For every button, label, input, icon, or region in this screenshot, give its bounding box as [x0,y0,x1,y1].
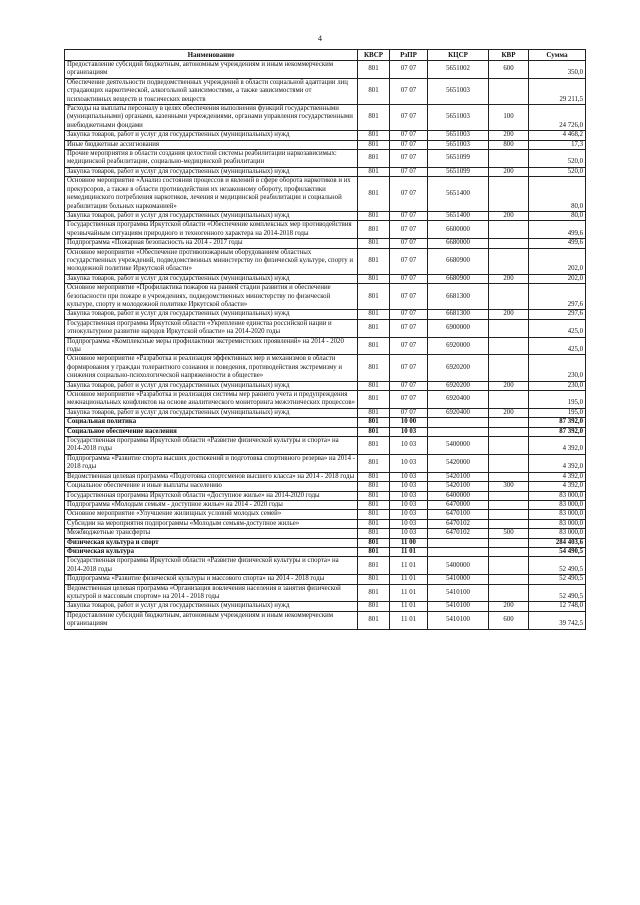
cell-rzpr: 07 07 [390,211,428,220]
cell-kvr: 600 [489,61,529,79]
cell-kvr: 800 [489,140,529,149]
table-row [65,602,586,611]
cell-name: Основное мероприятие «Анализ состояния процессов и явлений в сфере оборота наркотиков и их прекурсоров, а также в области противодействия их незаконному обороту, профилактики немедицинского потребления наркотиков, лечения и медицинской реабилитации и социальной реабилитации больных наркоманией» [65,177,358,212]
table-row [65,472,586,481]
cell-name: Социальное обеспечение и иные выплаты населению [65,482,358,491]
cell-name: Основное мероприятие «Профилактика пожаров на ранней стадии развития и обеспечение безопасности при пожаре в учреждениях, подведомственных министерству по физической культуре, спорту и молодежной политике Иркутской области» [65,284,358,310]
cell-sum: 83 000,0 [529,510,586,519]
cell-rzpr: 07 07 [390,131,428,140]
cell-name: Иные бюджетные ассигнования [65,140,358,149]
cell-name: Государственная программа Иркутской области «Развитие физической культуры и спорта» на 2014-2018 годы [65,437,358,455]
cell-sum: 297,6 [529,310,586,319]
table-row [65,611,586,629]
table-row [65,557,586,575]
cell-kvsr: 801 [358,211,390,220]
cell-name: Основное мероприятие «Улучшение жилищных условий молодых семей» [65,510,358,519]
cell-kvr: 200 [489,310,529,319]
cell-kcsr: 6600000 [428,221,489,239]
cell-kcsr: 6400000 [428,491,489,500]
cell-sum: 284 403,6 [529,538,586,547]
cell-kcsr: 5651099 [428,167,489,176]
cell-sum: 520,0 [529,167,586,176]
cell-sum: 425,0 [529,319,586,337]
cell-kcsr: 5651099 [428,150,489,168]
cell-kvsr: 801 [358,538,390,547]
cell-name: Государственная программа Иркутской области «Обеспечение комплексных мер противодействия чрезвычайным ситуациям природного и техногенного характера на 2014-2018 годы [65,221,358,239]
cell-sum: 80,0 [529,177,586,212]
cell-kvr [489,437,529,455]
cell-kcsr: 5651400 [428,177,489,212]
cell-rzpr: 07 07 [390,239,428,248]
cell-kvsr: 801 [358,140,390,149]
cell-name: Закупка товаров, работ и услуг для государственных (муниципальных) нужд [65,381,358,390]
table-row [65,575,586,584]
cell-kvr [489,491,529,500]
cell-rzpr: 10 03 [390,482,428,491]
budget-table [64,49,586,630]
cell-kcsr [428,547,489,556]
cell-name: Ведомственная целевая программа «Подготовка спортсменов высшего класса» на 2014 - 2018 годы [65,472,358,481]
cell-kvsr: 801 [358,482,390,491]
cell-name: Основное мероприятие «Разработка и реализация эффективных мер и механизмов в области формирования у граждан толерантного сознания и поведения, противодействия экстремизму и снижения социально-психологической напряженности в обществе» [65,355,358,381]
cell-kcsr: 6470100 [428,510,489,519]
cell-kcsr: 5410000 [428,575,489,584]
cell-name: Закупка товаров, работ и услуг для государственных (муниципальных) нужд [65,131,358,140]
cell-sum: 12 748,0 [529,602,586,611]
cell-sum: 83 000,0 [529,491,586,500]
cell-rzpr: 10 03 [390,454,428,472]
cell-kcsr: 6681300 [428,310,489,319]
cell-kvr [489,472,529,481]
cell-kcsr: 5400000 [428,437,489,455]
cell-kvr [489,221,529,239]
cell-kvr [489,150,529,168]
cell-name: Субсидии на мероприятия подпрограммы «Молодым семьям-доступное жилье» [65,519,358,528]
cell-kcsr: 5410100 [428,584,489,602]
cell-sum: 4 392,0 [529,454,586,472]
cell-kvsr: 801 [358,437,390,455]
cell-kvsr: 801 [358,408,390,417]
cell-name: Государственная программа Иркутской области «Доступное жилье» на 2014-2020 годы [65,491,358,500]
cell-kvr [489,454,529,472]
cell-name: Закупка товаров, работ и услуг для государственных (муниципальных) нужд [65,602,358,611]
cell-name: Предоставление субсидий бюджетным, автономным учреждениям и иным некоммерческим организациям [65,61,358,79]
cell-sum: 195,0 [529,408,586,417]
cell-name: Государственная программа Иркутской области «Развитие физической культуры и спорта» на 2014-2018 годы [65,557,358,575]
cell-rzpr: 07 07 [390,105,428,131]
table-row [65,150,586,168]
cell-rzpr: 07 07 [390,310,428,319]
cell-kvsr: 801 [358,221,390,239]
cell-kcsr: 6680000 [428,239,489,248]
cell-kvsr: 801 [358,310,390,319]
cell-kcsr: 6920000 [428,337,489,355]
cell-kvr [489,239,529,248]
cell-kvsr: 801 [358,177,390,212]
cell-kvr: 200 [489,211,529,220]
cell-kcsr: 6920400 [428,408,489,417]
cell-rzpr: 10 03 [390,519,428,528]
cell-name: Физическая культура и спорт [65,538,358,547]
cell-rzpr: 10 03 [390,529,428,538]
cell-kvr [489,538,529,547]
table-row [65,211,586,220]
cell-kvr [489,248,529,274]
cell-kvsr: 801 [358,274,390,283]
cell-kvsr: 801 [358,61,390,79]
cell-kvsr: 801 [358,427,390,436]
column-header-sum: Сумма [529,50,586,61]
cell-kcsr: 6680900 [428,248,489,274]
cell-rzpr: 07 07 [390,150,428,168]
cell-kvsr: 801 [358,519,390,528]
cell-kcsr: 5651400 [428,211,489,220]
cell-rzpr: 07 07 [390,221,428,239]
cell-kcsr: 5410100 [428,602,489,611]
cell-sum: 202,0 [529,274,586,283]
cell-kcsr: 6470000 [428,500,489,509]
cell-kvsr: 801 [358,557,390,575]
cell-kvr [489,519,529,528]
cell-sum: 80,0 [529,211,586,220]
cell-rzpr: 11 01 [390,557,428,575]
cell-kvsr: 801 [358,547,390,556]
cell-kvr [489,575,529,584]
cell-sum: 425,0 [529,337,586,355]
cell-rzpr: 07 07 [390,177,428,212]
table-row [65,167,586,176]
cell-kvr: 200 [489,602,529,611]
table-row [65,529,586,538]
cell-sum: 87 392,0 [529,427,586,436]
cell-kvr [489,319,529,337]
cell-sum: 83 000,0 [529,500,586,509]
cell-kvr [489,557,529,575]
cell-kvsr: 801 [358,529,390,538]
cell-name: Подпрограмма «Пожарная безопасность на 2014 - 2017 годы [65,239,358,248]
cell-kvsr: 801 [358,454,390,472]
cell-sum: 52 490,5 [529,584,586,602]
cell-rzpr: 10 03 [390,510,428,519]
table-row [65,140,586,149]
cell-rzpr: 10 03 [390,437,428,455]
table-row [65,391,586,409]
cell-name: Подпрограмма «Комплексные меры профилактики экстремистских проявлений» на 2014 - 2020 годы [65,337,358,355]
cell-rzpr: 10 03 [390,472,428,481]
cell-kvsr: 801 [358,78,390,104]
cell-sum: 230,0 [529,355,586,381]
cell-kvsr: 801 [358,167,390,176]
cell-rzpr: 10 03 [390,427,428,436]
cell-name: Подпрограмма «Развитие физической культуры и массового спорта» на 2014 - 2018 годы [65,575,358,584]
cell-kvsr: 801 [358,584,390,602]
cell-kvsr: 801 [358,239,390,248]
cell-name: Предоставление субсидий бюджетным, автономным учреждениям и иным некоммерческим организациям [65,611,358,629]
table-row [65,519,586,528]
table-row [65,547,586,556]
table-row [65,177,586,212]
table-header-row [65,50,586,61]
cell-kcsr: 6681300 [428,284,489,310]
cell-name: Закупка товаров, работ и услуг для государственных (муниципальных) нужд [65,211,358,220]
cell-kvr: 200 [489,408,529,417]
cell-sum: 195,0 [529,391,586,409]
cell-rzpr: 07 07 [390,284,428,310]
table-row [65,131,586,140]
cell-name: Расходы на выплаты персоналу в целях обеспечения выполнения функций государственными (муниципальными) органами, казенными учреждениями, органами управления государственными внебюджетными фондами [65,105,358,131]
cell-kvr [489,284,529,310]
cell-name: Государственная программа Иркутской области «Укрепление единства российской нации и этнокультурное развитие народов Иркутской области» на 2014-2020 годы [65,319,358,337]
table-row [65,482,586,491]
cell-sum: 83 000,0 [529,529,586,538]
cell-kvsr: 801 [358,510,390,519]
cell-kcsr: 5410100 [428,611,489,629]
cell-name: Межбюджетные трансферты [65,529,358,538]
cell-rzpr: 07 07 [390,337,428,355]
cell-kvr: 600 [489,611,529,629]
table-row [65,248,586,274]
cell-kvr [489,500,529,509]
table-row [65,355,586,381]
cell-kcsr: 5420100 [428,482,489,491]
cell-kvsr: 801 [358,248,390,274]
cell-kvsr: 801 [358,391,390,409]
cell-kvr [489,78,529,104]
cell-kcsr [428,418,489,427]
cell-kcsr [428,427,489,436]
cell-sum: 297,6 [529,284,586,310]
cell-sum: 350,0 [529,61,586,79]
cell-sum: 4 468,2 [529,131,586,140]
cell-rzpr: 07 07 [390,355,428,381]
table-row [65,427,586,436]
cell-kcsr: 5651003 [428,105,489,131]
cell-rzpr: 10 03 [390,491,428,500]
table-row [65,274,586,283]
column-header-kvr: КВР [489,50,529,61]
cell-name: Ведомственная целевая программа «Организация вовлечения населения в занятия физической культурой и массовым спортом» на 2014 - 2018 годы [65,584,358,602]
cell-sum: 24 726,0 [529,105,586,131]
cell-sum: 17,3 [529,140,586,149]
cell-name: Основное мероприятие «Обеспечение противопожарным оборудованием областных государственных учреждений, подведомственных министерству по физической культуре, спорту и молодежной политике Иркутской области» [65,248,358,274]
cell-name: Физическая культура [65,547,358,556]
cell-kvr [489,391,529,409]
table-row [65,319,586,337]
table-row [65,78,586,104]
table-row [65,500,586,509]
cell-kvsr: 801 [358,575,390,584]
column-header-kvsr: КВСР [358,50,390,61]
cell-kvr [489,584,529,602]
cell-sum: 54 490,5 [529,547,586,556]
cell-name: Социальная политика [65,418,358,427]
cell-kvr: 300 [489,482,529,491]
cell-kvsr: 801 [358,284,390,310]
cell-sum: 4 392,0 [529,472,586,481]
cell-kcsr: 5651003 [428,131,489,140]
table-row [65,381,586,390]
cell-rzpr: 10 00 [390,418,428,427]
cell-kvsr: 801 [358,611,390,629]
cell-kvsr: 801 [358,500,390,509]
cell-kcsr: 6470102 [428,519,489,528]
table-row [65,437,586,455]
cell-sum: 29 211,5 [529,78,586,104]
table-row [65,491,586,500]
cell-kcsr: 6470102 [428,529,489,538]
cell-sum: 4 392,0 [529,437,586,455]
column-header-rzpr: РзПР [390,50,428,61]
cell-name: Социальное обеспечение населения [65,427,358,436]
cell-name: Обеспечение деятельности подведомственных учреждений в области социальной адаптации лиц страдающих наркотической, алкогольной зависимостями, а также зависимостями от психоактивных веществ и токсических веществ [65,78,358,104]
cell-kcsr: 6900000 [428,319,489,337]
cell-sum: 87 392,0 [529,418,586,427]
cell-kvr [489,355,529,381]
cell-sum: 39 742,5 [529,611,586,629]
cell-kvsr: 801 [358,319,390,337]
table-row [65,239,586,248]
table-row [65,538,586,547]
cell-rzpr: 07 07 [390,78,428,104]
cell-kvsr: 801 [358,491,390,500]
cell-kvsr: 801 [358,337,390,355]
cell-kvsr: 801 [358,150,390,168]
cell-kcsr [428,538,489,547]
cell-rzpr: 07 07 [390,274,428,283]
cell-name: Подпрограмма «Развитие спорта высших достижений и подготовка спортивного резерва» на 2014 - 2018 годы [65,454,358,472]
cell-sum: 520,0 [529,150,586,168]
cell-kvr [489,510,529,519]
cell-kcsr: 5420100 [428,472,489,481]
cell-name: Подпрограмма «Молодым семьям - доступное жилье» на 2014 - 2020 годы [65,500,358,509]
cell-rzpr: 07 07 [390,391,428,409]
cell-rzpr: 10 03 [390,500,428,509]
page-number: 4 [318,34,322,43]
cell-kvsr: 801 [358,381,390,390]
cell-rzpr: 11 01 [390,611,428,629]
cell-rzpr: 07 07 [390,381,428,390]
cell-kvr [489,547,529,556]
cell-kcsr: 6920400 [428,391,489,409]
cell-kvsr: 801 [358,105,390,131]
cell-kvr: 100 [489,105,529,131]
cell-kvr [489,418,529,427]
cell-rzpr: 11 00 [390,538,428,547]
cell-rzpr: 07 07 [390,408,428,417]
cell-sum: 4 392,0 [529,482,586,491]
cell-sum: 52 490,5 [529,557,586,575]
table-row [65,284,586,310]
cell-name: Прочие мероприятия в области создания целостной системы реабилитации наркозависимых: медицинской реабилитации, социально-медицинской реабилитации [65,150,358,168]
table-row [65,310,586,319]
cell-sum: 83 000,0 [529,519,586,528]
cell-kvsr: 801 [358,418,390,427]
cell-rzpr: 07 07 [390,319,428,337]
cell-rzpr: 07 07 [390,140,428,149]
cell-kvr [489,337,529,355]
cell-name: Закупка товаров, работ и услуг для государственных (муниципальных) нужд [65,408,358,417]
cell-name: Закупка товаров, работ и услуг для государственных (муниципальных) нужд [65,274,358,283]
cell-sum: 499,6 [529,221,586,239]
table-row [65,61,586,79]
cell-kvsr: 801 [358,355,390,381]
cell-kvsr: 801 [358,131,390,140]
cell-kcsr: 5420000 [428,454,489,472]
column-header-kcsr: КЦСР [428,50,489,61]
cell-kcsr: 5400000 [428,557,489,575]
cell-name: Закупка товаров, работ и услуг для государственных (муниципальных) нужд [65,167,358,176]
table-row [65,418,586,427]
cell-kvr: 200 [489,167,529,176]
cell-name: Основное мероприятие «Разработка и реализация системы мер раннего учета и предупреждения межнациональных конфликтов на основе аналитического мониторинга межэтнических процессов» [65,391,358,409]
cell-kcsr: 6920200 [428,381,489,390]
cell-kcsr: 6920200 [428,355,489,381]
cell-kcsr: 5651003 [428,140,489,149]
cell-kcsr: 5651002 [428,61,489,79]
cell-kvr: 200 [489,131,529,140]
cell-kvr [489,427,529,436]
table-row [65,408,586,417]
cell-kvsr: 801 [358,472,390,481]
cell-name: Закупка товаров, работ и услуг для государственных (муниципальных) нужд [65,310,358,319]
cell-kcsr: 5651003 [428,78,489,104]
table-row [65,510,586,519]
cell-kvr: 200 [489,274,529,283]
cell-sum: 202,0 [529,248,586,274]
cell-rzpr: 11 01 [390,584,428,602]
cell-kvr: 500 [489,529,529,538]
table-row [65,221,586,239]
table-row [65,105,586,131]
cell-rzpr: 07 07 [390,61,428,79]
cell-rzpr: 11 01 [390,575,428,584]
cell-kcsr: 6680900 [428,274,489,283]
table-row [65,454,586,472]
cell-kvsr: 801 [358,602,390,611]
table-row [65,584,586,602]
column-header-name: Наименование [65,50,358,61]
cell-kvr [489,177,529,212]
table-row [65,337,586,355]
cell-rzpr: 07 07 [390,167,428,176]
cell-rzpr: 07 07 [390,248,428,274]
cell-kvr: 200 [489,381,529,390]
cell-rzpr: 11 01 [390,602,428,611]
cell-sum: 52 490,5 [529,575,586,584]
cell-sum: 230,0 [529,381,586,390]
cell-rzpr: 11 01 [390,547,428,556]
cell-sum: 499,6 [529,239,586,248]
